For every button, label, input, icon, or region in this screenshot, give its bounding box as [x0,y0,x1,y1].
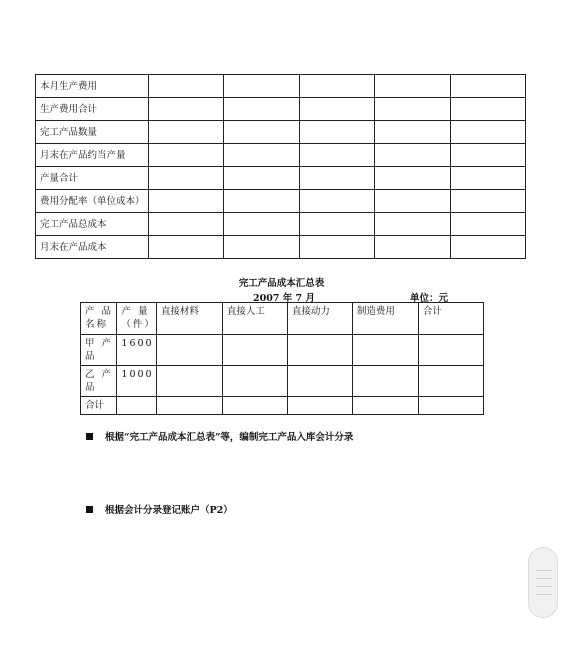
table-row [36,236,526,259]
table-cell[interactable] [224,167,299,190]
cost-calculation-table [35,74,526,259]
row-label: 本月生产费用 [36,75,149,98]
row-label: 月末在产品成本 [36,236,149,259]
product-name-cell: 甲 产 品 [81,335,117,366]
table-row [36,190,526,213]
square-bullet-icon [86,506,93,513]
table-row [36,144,526,167]
table-cell[interactable] [450,98,525,121]
row-label: 月末在产品约当产量 [36,144,149,167]
row-label: 完工产品数量 [36,121,149,144]
grip-line-icon [536,586,552,587]
table-cell[interactable] [450,75,525,98]
table-cell[interactable] [352,397,418,415]
table-cell[interactable] [375,167,450,190]
table-total-row [81,397,484,415]
table-cell[interactable] [299,213,374,236]
quantity-cell: 1000 [117,366,157,397]
table-cell[interactable] [149,190,224,213]
product-name-cell: 乙 产 品 [81,366,117,397]
table-row [81,335,484,366]
table-cell[interactable] [299,236,374,259]
table-cell[interactable] [450,144,525,167]
table-cell[interactable] [149,121,224,144]
header-labor: 直接人工 [222,303,287,335]
grip-line-icon [536,578,552,579]
table-cell[interactable] [450,121,525,144]
table-cell[interactable] [224,190,299,213]
table-cell[interactable] [375,121,450,144]
table-cell[interactable] [222,335,287,366]
table-cell[interactable] [352,366,418,397]
table-row [36,75,526,98]
table-cell[interactable] [299,121,374,144]
table-cell[interactable] [450,213,525,236]
table-cell[interactable] [450,236,525,259]
table-cell[interactable] [375,236,450,259]
summary-table-date: 2007 年 7 月 [253,293,315,304]
header-product: 产 品 名称 [81,303,117,335]
instruction-text: 根据会计分录登记账户（P2） [105,505,233,516]
table-row [36,98,526,121]
table-cell[interactable] [299,144,374,167]
quantity-cell: 1600 [117,335,157,366]
instruction-item [86,502,233,516]
table-cell[interactable] [149,213,224,236]
table-cell[interactable] [352,335,418,366]
table-cell[interactable] [149,75,224,98]
table-cell[interactable] [224,121,299,144]
row-label: 生产费用合计 [36,98,149,121]
table-cell[interactable] [156,366,222,397]
table-cell[interactable] [287,366,352,397]
table-cell[interactable] [375,98,450,121]
table-row [81,366,484,397]
header-power: 直接动力 [287,303,352,335]
table-cell[interactable] [375,75,450,98]
instruction-item [86,429,353,443]
table-cell[interactable] [418,397,483,415]
scroll-handle[interactable] [528,547,558,618]
table-cell[interactable] [224,236,299,259]
table-cell[interactable] [299,167,374,190]
header-materials: 直接材料 [156,303,222,335]
table-row [36,121,526,144]
table-cell[interactable] [418,335,483,366]
table-cell[interactable] [450,167,525,190]
table-cell[interactable] [149,144,224,167]
table-header-row [81,303,484,335]
summary-table [80,302,484,415]
table-row [36,167,526,190]
table-cell[interactable] [222,366,287,397]
table-cell[interactable] [299,75,374,98]
header-total: 合计 [418,303,483,335]
table-cell[interactable] [222,397,287,415]
row-label: 费用分配率（单位成本） [36,190,149,213]
table-cell[interactable] [149,98,224,121]
table-cell[interactable] [224,98,299,121]
row-label: 完工产品总成本 [36,213,149,236]
table-cell[interactable] [156,397,222,415]
table-cell[interactable] [224,75,299,98]
table-cell[interactable] [224,144,299,167]
table-cell[interactable] [418,366,483,397]
summary-table-title: 完工产品成本汇总表 [238,278,325,289]
table-cell[interactable] [149,167,224,190]
table-cell[interactable] [375,190,450,213]
table-cell[interactable] [375,144,450,167]
table-cell[interactable] [450,190,525,213]
table-row [36,213,526,236]
table-cell[interactable] [117,397,157,415]
table-cell[interactable] [287,397,352,415]
total-label-cell: 合计 [81,397,117,415]
grip-line-icon [536,570,552,571]
table-cell[interactable] [299,98,374,121]
square-bullet-icon [86,433,93,440]
table-cell[interactable] [299,190,374,213]
table-cell[interactable] [149,236,224,259]
table-cell[interactable] [156,335,222,366]
table-cell[interactable] [287,335,352,366]
header-quantity: 产 量 （件） [117,303,157,335]
summary-table-unit: 单位：元 [410,293,449,304]
row-label: 产量合计 [36,167,149,190]
header-overhead: 制造费用 [352,303,418,335]
instruction-text: 根据“完工产品成本汇总表”等，编制完工产品入库会计分录 [105,432,354,443]
grip-line-icon [536,594,552,595]
table-cell[interactable] [375,213,450,236]
table-cell[interactable] [224,213,299,236]
